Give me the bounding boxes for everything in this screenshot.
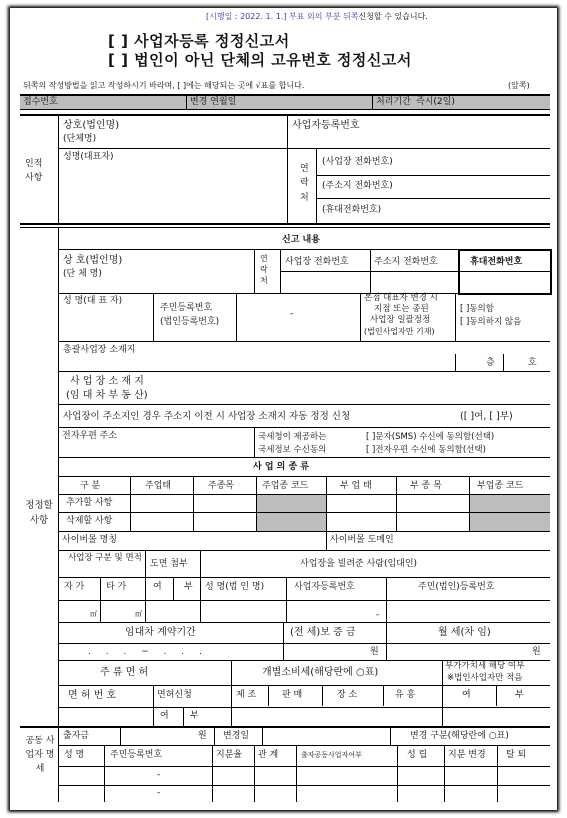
nts-consent-label: 국세정보 수신동의 xyxy=(258,445,327,455)
drawing-yes[interactable]: 여 xyxy=(153,582,162,592)
joint-id-dash: - xyxy=(157,770,161,780)
col-sub-code: 부업종 코드 xyxy=(477,481,524,491)
joint-section-label: 공동 사업자 명세 xyxy=(25,736,55,774)
joint-col-share-change: 지분 변경 xyxy=(448,750,486,760)
reception-row xyxy=(20,95,550,109)
business-type-heading: 사 업 의 종 류 xyxy=(253,462,310,472)
disagree-checkbox[interactable]: [ ]동의하지 않음 xyxy=(460,317,522,327)
excise-tax-label: 개별소비세(해당란에 ○표) xyxy=(262,667,379,678)
report-heading: 신고 내용 xyxy=(282,235,320,245)
report-rep-name-label: 성 명(대 표 자) xyxy=(63,296,123,306)
col-sub-business: 부 업 태 xyxy=(340,481,372,491)
vat-note-label: ※법인사업자만 적음 xyxy=(447,673,523,683)
mobile-phone-label: (휴대전화번호) xyxy=(322,205,382,215)
deposit-unit: 원 xyxy=(370,647,379,657)
capital-label: 출자금 xyxy=(63,731,90,741)
lease-period-value: . . . ~ . . . xyxy=(88,647,208,657)
report-company-label: 상 호(법인명) xyxy=(63,255,123,266)
email-label: 전자우편 주소 xyxy=(62,431,118,441)
joint-col-relation: 관 계 xyxy=(258,750,279,760)
change-note-line3: 사업장 일괄정정 xyxy=(370,315,431,325)
effective-notice: [시행일 : 2022. 1. 1.] 부표 외의 부분 뒤쪽신청할 수 있습니다. xyxy=(206,12,428,21)
processing-period-label: 처리기간 xyxy=(376,97,411,107)
lessor-name-label: 성 명(법 인 명) xyxy=(205,582,265,592)
change-note-line4: (법인사업자만 기재) xyxy=(364,327,435,336)
hq-address-label: 총괄사업장 소재지 xyxy=(63,345,136,355)
row-add-label: 추가할 사항 xyxy=(66,498,113,508)
col-sub-item: 부 종 목 xyxy=(410,481,442,491)
deposit-label: (전 세)보 증 금 xyxy=(290,627,356,638)
company-name-label: 상호(법인명) xyxy=(63,120,120,131)
home-phone-label: (주소지 전화번호) xyxy=(322,181,393,191)
col-main-code: 주업종 코드 xyxy=(262,481,309,491)
apply-yes[interactable]: 여 xyxy=(160,711,169,721)
form-title-unique-number: [ ] 법인이 아닌 단체의 고유번호 정정신고서 xyxy=(108,51,412,69)
mobile-box xyxy=(458,249,552,295)
liquor-license-label: 주 류 면 허 xyxy=(100,667,149,678)
hq-floor-label: 층 xyxy=(486,358,495,368)
drawing-no[interactable]: 부 xyxy=(184,582,193,592)
lease-period-label: 임대차 계약기간 xyxy=(125,627,196,638)
col-main-item: 주종목 xyxy=(208,481,235,491)
own-label: 자 가 xyxy=(64,582,85,592)
sms-consent-checkbox[interactable]: [ ]문자(SMS) 수신에 동의함(선택) xyxy=(366,432,495,442)
change-note-line1: 본점 대표자 변경 시 xyxy=(364,293,438,303)
place-label: 장 소 xyxy=(337,690,358,700)
report-mobile-label: 휴대전화번호 xyxy=(470,257,523,267)
id-number-label: 주민등록번호 xyxy=(160,303,213,313)
joint-col-withdrawal: 탈 퇴 xyxy=(506,750,527,760)
joint-change-date-label: 변경일 xyxy=(223,731,250,741)
representative-label: 성명(대표자) xyxy=(63,152,114,162)
license-apply-label: 면허신청 xyxy=(157,690,192,700)
capital-unit: 원 xyxy=(198,731,207,741)
office-phone-label: (사업장 전화번호) xyxy=(322,157,393,167)
biz-address-label: 사 업 장 소 재 지 xyxy=(70,376,144,387)
manufacture-label: 제 조 xyxy=(236,690,257,700)
correction-section-label: 정정할 사항 xyxy=(25,500,53,527)
lessor-label: 사업장을 빌려준 사람(임대인) xyxy=(300,559,418,569)
change-note-line2: 지점 또는 종된 xyxy=(374,304,429,314)
contact-label: 연 락 처 xyxy=(300,164,309,203)
corp-number-label: (법인등록번호) xyxy=(160,317,220,327)
group-name-label: (단체명) xyxy=(63,134,97,144)
lessor-biz-no-label: 사업자등록번호 xyxy=(294,582,355,592)
apply-no[interactable]: 부 xyxy=(190,711,199,721)
row-delete-label: 삭제할 사항 xyxy=(66,516,113,526)
page-side-label: (앞쪽) xyxy=(508,81,530,90)
vat-yes[interactable]: 여 xyxy=(462,690,471,700)
col-main-business: 주업태 xyxy=(145,481,172,491)
joint-col-established: 성 립 xyxy=(407,750,428,760)
monthly-unit: 원 xyxy=(532,647,541,657)
premises-type-label: 사업장 구분 및 면적 xyxy=(68,553,142,563)
report-office-phone-label: 사업장 전화번호 xyxy=(285,257,349,267)
id-dash: - xyxy=(290,309,294,319)
personal-section-label: 인적 사항 xyxy=(25,159,43,183)
lessor-dash: - xyxy=(376,610,380,620)
form-title-registration: [ ] 사업자등록 정정신고서 xyxy=(108,32,290,50)
nts-provide-label: 국세청이 제공하는 xyxy=(258,432,327,442)
drawing-attach-label: 도면 첨부 xyxy=(150,559,188,569)
lessor-reg-no-label: 주민(법인)등록번호 xyxy=(418,582,495,592)
lease-property-label: (임 대 차 부 동 산) xyxy=(66,390,148,401)
rent-area-unit: ㎡ xyxy=(135,610,142,618)
joint-col-id: 주민등록번호 xyxy=(110,750,163,760)
rented-label: 타 가 xyxy=(106,582,127,592)
joint-col-share: 지분율 xyxy=(216,750,243,760)
report-contact-label: 연 락 처 xyxy=(260,254,268,286)
own-area-unit: ㎡ xyxy=(90,610,97,618)
joint-col-investor: 출자공동사업자여부 xyxy=(301,751,362,759)
auto-change-choice[interactable]: ([ ]여, [ ]부) xyxy=(460,411,513,422)
cyber-mall-name-label: 사이버몰 명칭 xyxy=(62,535,118,545)
email-consent-checkbox[interactable]: [ ]전자우편 수신에 동의함(선택) xyxy=(366,445,486,455)
biz-reg-number-label: 사업자등록번호 xyxy=(292,120,360,131)
agree-checkbox[interactable]: [ ]동의함 xyxy=(460,304,494,314)
cyber-mall-domain-label: 사이버몰 도메인 xyxy=(330,535,394,545)
reception-number-label: 접수번호 xyxy=(23,97,58,107)
monthly-rent-label: 월 세(차 임) xyxy=(438,627,491,638)
processing-period-value: 즉시(2일) xyxy=(416,97,455,107)
change-date-label: 변경 연월일 xyxy=(190,97,237,107)
report-home-phone-label: 주소지 전화번호 xyxy=(374,257,438,267)
entertainment-label: 유 흥 xyxy=(395,690,416,700)
col-category: 구 분 xyxy=(80,481,101,491)
sale-label: 판 매 xyxy=(282,690,303,700)
hq-unit-label: 호 xyxy=(528,358,537,368)
change-type-label: 변경 구분(해당란에 ○표) xyxy=(410,731,509,741)
license-number-label: 면 허 번 호 xyxy=(68,690,117,701)
report-group-label: (단 체 명) xyxy=(63,269,102,279)
vat-applicable-label: 부가가치세 해당 여부 xyxy=(445,661,525,671)
auto-change-label: 사업장이 주소지인 경우 주소지 이전 시 사업장 소재지 자동 정정 신청 xyxy=(63,411,351,422)
joint-id-dash-2: - xyxy=(157,788,161,798)
vat-no[interactable]: 부 xyxy=(515,690,524,700)
instruction-text: 뒤쪽의 작성방법을 읽고 작성하시기 바라며, [ ]에는 해당되는 곳에 √표를 합니다. xyxy=(23,81,305,90)
joint-col-name: 성 명 xyxy=(64,750,85,760)
